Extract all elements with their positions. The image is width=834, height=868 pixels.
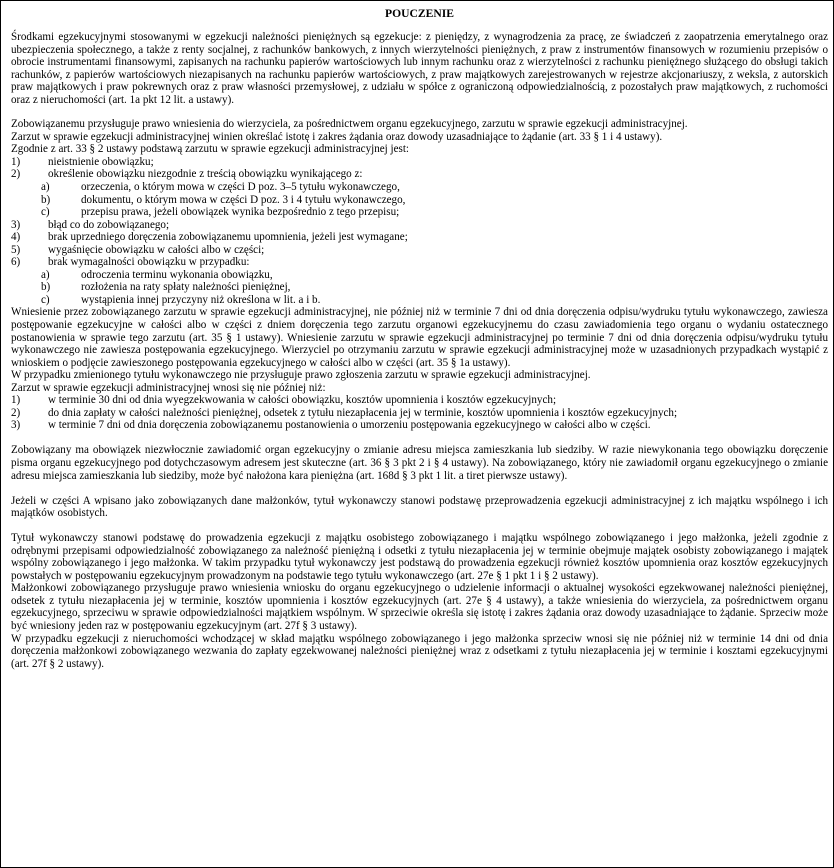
list-item-number: a) xyxy=(41,181,50,194)
amended-title-paragraph: W przypadku zmienionego tytułu wykonawczego nie przysługuje prawo zgłoszenia zarzutu w sprawie egzekucji administracyjnej. xyxy=(11,369,591,382)
objection-deadlines-list xyxy=(11,394,828,432)
list-item xyxy=(11,231,828,244)
list-item-number: 1) xyxy=(11,394,21,407)
objection-suspension-paragraph: Wniesienie przez zobowiązanego zarzutu w sprawie egzekucji administracyjnej, nie później niż w terminie 7 dni od dnia doręczenia odpisu/wydruku tytułu wykonawczego, zawiesza postępowanie egzekucyjne w całości albo w części z dniem doręczenia tego zarzutu organowi egzekucyjnemu do czasu zawiadomienia tego organu o wydaniu ostatecznego postanowienia w sprawie tego zarzutu (art. 35 § 1 ustawy). Wniesienie zarzutu w sprawie egzekucji administracyjnej po terminie 7 dni od dnia doręczenia odpisu/wydruku tytułu wykonawczego nie zawiesza postępowania egzekucyjnego. Wierzyciel po otrzymaniu zarzutu w sprawie egzekucji administracyjnej może w uzasadnionych przypadkach wystąpić z wnioskiem o podjęcie zawieszonego postępowania egzekucyjnego w całości albo w części (art. 35 § 1a ustawy). xyxy=(11,306,828,369)
list-item-text: określenie obowiązku niezgodnie z treścią obowiązku wynikającego z: xyxy=(48,168,363,181)
list-item-number: 3) xyxy=(11,218,21,231)
list-item xyxy=(11,394,828,407)
list-item-number: 1) xyxy=(11,155,21,168)
list-item-text: w terminie 7 dni od dnia doręczenia zobowiązanemu postanowienia o umorzeniu postępowania egzekucyjnego w całości albo w części. xyxy=(48,419,651,432)
list-item-text: dokumentu, o którym mowa w części D poz. 3 i 4 tytułu wykonawczego, xyxy=(81,193,406,206)
list-item xyxy=(11,181,828,194)
list-item xyxy=(11,244,828,257)
list-item-number: 4) xyxy=(11,231,21,244)
list-item xyxy=(11,256,828,269)
list-item xyxy=(11,194,828,207)
list-item-text: w terminie 30 dni od dnia wyegzekwowania w całości obowiązku, kosztów upomnienia i kosztów egzekucyjnych; xyxy=(48,394,557,407)
spouses-paragraph: Jeżeli w części A wpisano jako zobowiązanych dane małżonków, tytuł wykonawczy stanowi podstawę przeprowadzenia egzekucji administracyjnej z ich majątku wspólnego i ich majątków osobistych. xyxy=(11,494,828,520)
list-item-text: przepisu prawa, jeżeli obowiązek wynika bezpośrednio z tego przepisu; xyxy=(81,206,400,219)
list-item-text: rozłożenia na raty spłaty należności pieniężnej, xyxy=(81,281,291,294)
list-item-text: wygaśnięcie obowiązku w całości albo w części; xyxy=(48,243,265,256)
address-change-paragraph: Zobowiązany ma obowiązek niezwłocznie zawiadomić organ egzekucyjny o zmianie adresu miejsca zamieszkania lub siedziby. W razie niewykonania tego obowiązku doręczenie pisma organu egzekucyjnego pod dotychczasowym adresem jest skuteczne (art. 36 § 3 pkt 2 i § 4 ustawy). Na zobowiązanego, który nie zawiadomił organu egzekucyjnego o zmianie adresu miejsca zamieszkania lub siedziby, może być nałożona kara pieniężna (art. 168d § 3 pkt 1 lit. a tiret pierwsze ustawy). xyxy=(11,444,828,482)
list-item-number: 6) xyxy=(11,256,21,269)
list-item xyxy=(11,281,828,294)
list-item-text: odroczenia terminu wykonania obowiązku, xyxy=(81,268,273,281)
list-item-number: c) xyxy=(41,293,50,306)
list-item xyxy=(11,168,828,181)
list-item xyxy=(11,219,828,232)
list-item-text: brak uprzedniego doręczenia zobowiązanemu upomnienia, jeżeli jest wymagane; xyxy=(48,231,408,244)
objection-grounds-list xyxy=(11,156,828,307)
objection-content-paragraph: Zarzut w sprawie egzekucji administracyjnej winien określać istotę i zakres żądania oraz dowody uzasadniające to żądanie (art. 33 § 1 i 4 ustawy). xyxy=(11,130,663,143)
objection-grounds-intro: Zgodnie z art. 33 § 2 ustawy podstawą zarzutu w sprawie egzekucji administracyjnej jest: xyxy=(11,143,410,156)
joint-property-paragraph: Tytuł wykonawczy stanowi podstawę do prowadzenia egzekucji z majątku osobistego zobowiązanego i majątku wspólnego zobowiązanego i jego małżonka, jeżeli zgodnie z odrębnymi przepisami odpowiedzialność zobowiązanego za należność pieniężną i odsetki z tytułu niezapłacenia jej w terminie obejmuje majątek osobisty zobowiązanego i majątek wspólny zobowiązanego i jego małżonka. W takim przypadku tytuł wykonawczy jest podstawą do prowadzenia egzekucji również kosztów upomnienia oraz kosztów egzekucyjnych powstałych w postępowaniu egzekucyjnym prowadzonym na podstawie tego tytułu wykonawczego (art. 27e § 1 pkt 1 i § 2 ustawy). xyxy=(11,532,828,582)
list-item xyxy=(11,419,828,432)
list-item-text: wystąpienia innej przyczyny niż określona w lit. a i b. xyxy=(81,293,321,306)
list-item xyxy=(11,294,828,307)
list-item-text: nieistnienie obowiązku; xyxy=(48,155,154,168)
list-item-text: orzeczenia, o którym mowa w części D poz. 3–5 tytułu wykonawczego, xyxy=(81,181,400,194)
objection-deadline-intro: Zarzut w sprawie egzekucji administracyjnej wnosi się nie później niż: xyxy=(11,381,326,394)
list-item-number: 2) xyxy=(11,406,21,419)
list-item-text: błąd co do zobowiązanego; xyxy=(48,218,170,231)
list-item-number: 3) xyxy=(11,419,21,432)
list-item xyxy=(11,206,828,219)
objection-right-paragraph: Zobowiązanemu przysługuje prawo wniesienia do wierzyciela, za pośrednictwem organu egzekucyjnego, zarzutu w sprawie egzekucji administracyjnej. xyxy=(11,118,688,131)
list-item-number: a) xyxy=(41,268,50,281)
list-item-text: brak wymagalności obowiązku w przypadku: xyxy=(48,256,250,269)
list-item-number: 5) xyxy=(11,243,21,256)
real-estate-objection-paragraph: W przypadku egzekucji z nieruchomości wchodzącej w skład majątku wspólnego zobowiązanego i jego małżonka sprzeciw wnosi się nie później niż w terminie 14 dni od dnia doręczenia małżonkowi zobowiązanego wezwania do zapłaty egzekwowanej należności pieniężnej wraz z odsetkami z tytułu niezapłacenia jej w terminie i kosztami egzekucyjnymi (art. 27f § 2 ustawy). xyxy=(11,632,828,670)
list-item-number: b) xyxy=(41,193,51,206)
list-item-number: c) xyxy=(41,206,50,219)
spouse-objection-paragraph: Małżonkowi zobowiązanego przysługuje prawo wniesienia wniosku do organu egzekucyjnego o udzielenie informacji o aktualnej wysokości egzekwowanej należności pieniężnej, odsetek z tytułu niezapłacenia jej w terminie, kosztów upomnienia i kosztów egzekucyjnych (art. 27e § 4 ustawy), a także wniesienia do wierzyciela, za pośrednictwem organu egzekucyjnego, sprzeciwu w sprawie odpowiedzialności majątkiem wspólnym. W sprzeciwie określa się istotę i zakres żądania oraz dowody uzasadniające to żądanie. Sprzeciw może być wniesiony jeden raz w postępowaniu egzekucyjnym (art. 27f § 3 ustawy). xyxy=(11,582,828,633)
document-title: POUCZENIE xyxy=(385,7,454,20)
list-item xyxy=(11,156,828,169)
list-item-text: do dnia zapłaty w całości należności pieniężnej, odsetek z tytułu niezapłacenia jej w terminie, kosztów upomnienia i kosztów egzekucyjnych; xyxy=(48,406,678,419)
list-item xyxy=(11,407,828,420)
list-item-number: 2) xyxy=(11,168,21,181)
list-item xyxy=(11,269,828,282)
enforcement-measures-paragraph: Środkami egzekucyjnymi stosowanymi w egzekucji należności pieniężnych są egzekucje: z pieniędzy, z wynagrodzenia za pracę, ze świadczeń z zaopatrzenia emerytalnego oraz ubezpieczenia społecznego, a także z renty socjalnej, z rachunków bankowych, z innych wierzytelności pieniężnych, z praw z instrumentów finansowych w rozumieniu przepisów o obrocie instrumentami finansowymi, zapisanych na rachunku papierów wartościowych lub innym rachunku oraz z wierzytelności z rachunku pieniężnego służącego do obsługi takich rachunków, z papierów wartościowych niezapisanych na rachunku papierów wartościowych, z praw majątkowych zarejestrowanych w rejestrze akcjonariuszy, z weksla, z autorskich praw majątkowych i praw pokrewnych oraz z praw własności przemysłowej, z udziału w spółce z ograniczoną odpowiedzialnością, z pozostałych praw majątkowych, z ruchomości oraz z nieruchomości (art. 1a pkt 12 lit. a ustawy). xyxy=(11,31,828,106)
list-item-number: b) xyxy=(41,281,51,294)
